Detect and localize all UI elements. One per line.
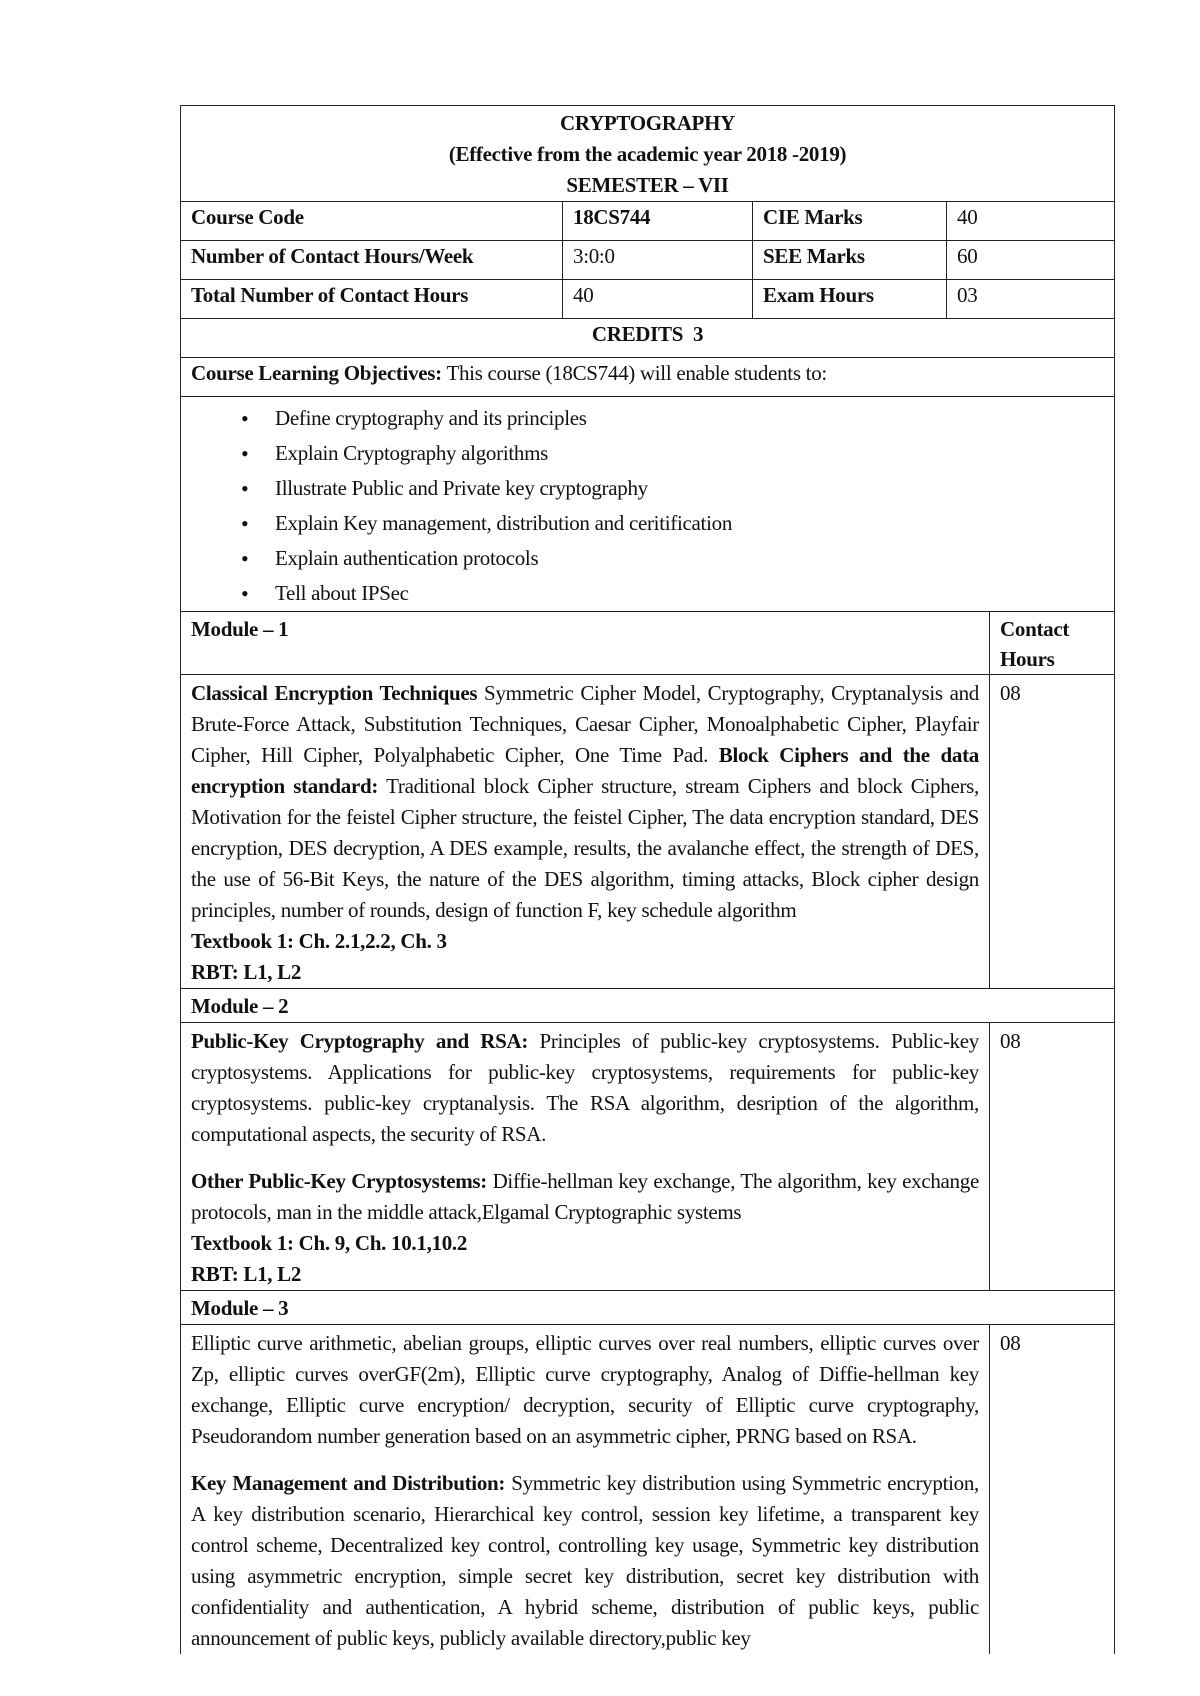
module-hours: 08 xyxy=(990,1023,1115,1291)
objectives-list xyxy=(191,401,1104,611)
module-content-row xyxy=(181,1325,1115,1655)
list-item: • Tell about IPSec xyxy=(241,576,1104,611)
syllabus-table xyxy=(180,105,1115,1654)
module-content xyxy=(181,675,990,989)
info-label: Course Code xyxy=(181,202,563,241)
rbt-level: RBT: L1, L2 xyxy=(191,960,302,984)
title-row xyxy=(181,106,1115,202)
topic-heading: Public-Key Cryptography and RSA: xyxy=(191,1029,529,1053)
topic-heading: Classical Encryption Techniques xyxy=(191,681,478,705)
effective-year: (Effective from the academic year 2018 -2019) xyxy=(448,142,847,166)
contact-hours-heading xyxy=(990,612,1115,675)
info-key: Exam Hours xyxy=(753,280,947,319)
credits-row xyxy=(181,319,1115,358)
info-value: 3:0:0 xyxy=(563,241,753,280)
module-content-row xyxy=(181,675,1115,989)
topic-text: Symmetric key distribution using Symmetric encryption, A key distribution scenario, Hierarchical key control, session key lifetime, a transparent key control scheme, Decentralized key control, controlling key usage, Symmetric key distribution using asymmetric encryption, simple secret key distribution, secret key distribution with confidentiality and authentication, A hybrid scheme, distribution of public keys, public announcement of public keys, publicly available directory,public key xyxy=(191,1471,979,1650)
module-content-row xyxy=(181,1023,1115,1291)
module-heading-row xyxy=(181,1291,1115,1325)
topic-text: Symmetric Cipher Model, Cryptography, Cryptanalysis and Brute-Force Attack, Substitution Techniques, Caesar Cipher, Monoalphabetic Cipher, Playfair Cipher, Hill Cipher, Polyalphabetic Cipher, One Time Pad. xyxy=(191,681,979,767)
topic-text: Traditional block Cipher structure, stream Ciphers and block Ciphers, Motivation for the feistel Cipher structure, the feistel Cipher, The data encryption standard, DES encryption, DES decryption, A DES example, results, the avalanche effect, the strength of DES, the use of 56-Bit Keys, the nature of the DES algorithm, timing attacks, Block cipher design principles, number of rounds, design of function F, key schedule algorithm xyxy=(191,774,979,922)
module-hours: 08 xyxy=(990,1325,1115,1655)
module-heading: Module – 3 xyxy=(181,1291,1115,1325)
course-title: CRYPTOGRAPHY xyxy=(560,111,735,135)
info-row xyxy=(181,280,1115,319)
semester: SEMESTER – VII xyxy=(566,173,729,197)
objectives-heading-cell xyxy=(181,358,1115,397)
info-key: CIE Marks xyxy=(753,202,947,241)
info-label: Total Number of Contact Hours xyxy=(181,280,563,319)
module-heading-row xyxy=(181,989,1115,1023)
info-value: 40 xyxy=(563,280,753,319)
module-heading-row xyxy=(181,612,1115,675)
topic-text: Diffie-hellman key exchange, The algorithm, key exchange protocols, man in the middle attack,Elgamal Cryptographic systems xyxy=(191,1169,979,1224)
info-value: 18CS744 xyxy=(563,202,753,241)
objectives-intro: This course (18CS744) will enable students to: xyxy=(441,361,827,385)
paragraph-gap xyxy=(191,1452,979,1468)
paragraph-gap xyxy=(191,1150,979,1166)
objectives-heading: Course Learning Objectives: xyxy=(191,361,442,385)
info-key: SEE Marks xyxy=(753,241,947,280)
list-item: • Define cryptography and its principles xyxy=(241,401,1104,436)
objectives-row xyxy=(181,397,1115,612)
objectives-heading-row xyxy=(181,358,1115,397)
list-item: • Explain Cryptography algorithms xyxy=(241,436,1104,471)
contact-label: Contact xyxy=(1000,617,1070,641)
info-key-value: 40 xyxy=(947,202,1115,241)
info-row xyxy=(181,202,1115,241)
module-content xyxy=(181,1325,990,1655)
module-heading: Module – 1 xyxy=(181,612,990,675)
list-item: • Explain Key management, distribution and ceritification xyxy=(241,506,1104,541)
textbook-reference: Textbook 1: Ch. 9, Ch. 10.1,10.2 xyxy=(191,1231,468,1255)
rbt-level: RBT: L1, L2 xyxy=(191,1262,302,1286)
topic-heading: Block Ciphers and the data encryption standard: xyxy=(191,743,979,798)
info-key-value: 60 xyxy=(947,241,1115,280)
topic-text: Elliptic curve arithmetic, abelian groups, elliptic curves over real numbers, elliptic curves over Zp, elliptic curves overGF(2m), Elliptic curve cryptography, Analog of Diffie-hellman key exchange, Elliptic curve encryption/ decryption, security of Elliptic curve cryptography, Pseudorandom number generation based on an asymmetric cipher, PRNG based on RSA. xyxy=(191,1331,979,1448)
textbook-reference: Textbook 1: Ch. 2.1,2.2, Ch. 3 xyxy=(191,929,447,953)
topic-text: Principles of public-key cryptosystems. Public-key cryptosystems. Applications for public-key cryptosystems, requirements for public-key cryptosystems. public-key cryptanalysis. The RSA algorithm, desription of the algorithm, computational aspects, the security of RSA. xyxy=(191,1029,979,1146)
info-label: Number of Contact Hours/Week xyxy=(181,241,563,280)
info-row xyxy=(181,241,1115,280)
list-item: • Explain authentication protocols xyxy=(241,541,1104,576)
topic-heading: Key Management and Distribution: xyxy=(191,1471,506,1495)
info-key-value: 03 xyxy=(947,280,1115,319)
module-heading: Module – 2 xyxy=(181,989,1115,1023)
hours-label: Hours xyxy=(1000,647,1055,671)
credits: CREDITS 3 xyxy=(181,319,1115,358)
module-content xyxy=(181,1023,990,1291)
syllabus-sheet xyxy=(180,105,1114,1654)
list-item: • Illustrate Public and Private key cryptography xyxy=(241,471,1104,506)
module-hours: 08 xyxy=(990,675,1115,989)
topic-heading: Other Public-Key Cryptosystems: xyxy=(191,1169,487,1193)
